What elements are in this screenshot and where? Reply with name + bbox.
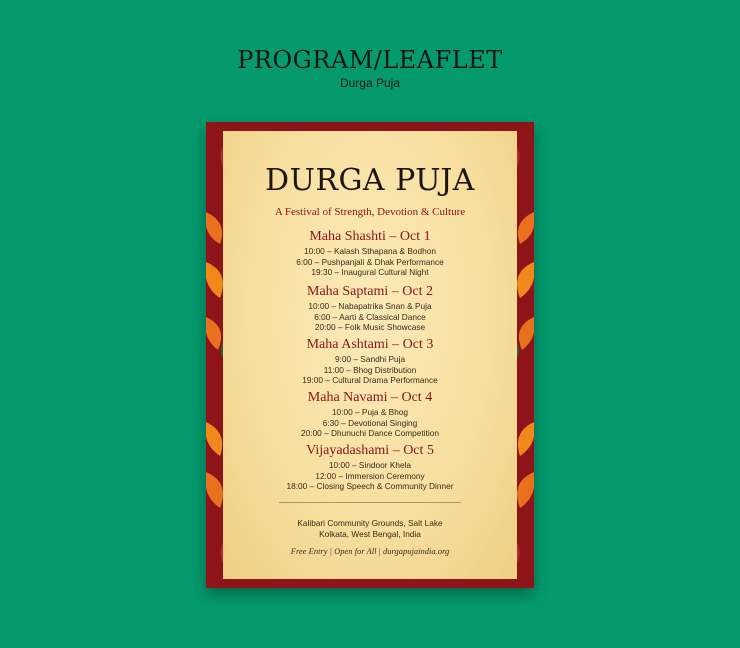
- event-line: 9:00 – Sandhi Puja: [334, 354, 406, 364]
- venue-address: [223, 518, 517, 540]
- left-leaf-border: [206, 212, 223, 508]
- event-line: 19:30 – Inaugural Cultural Night: [311, 267, 429, 278]
- day-title: Maha Shashti – Oct 1: [309, 229, 431, 244]
- day-title: Maha Ashtami – Oct 3: [306, 337, 434, 352]
- day-title: Maha Saptami – Oct 2: [307, 284, 433, 299]
- page-title: PROGRAM/LEAFLET: [237, 46, 503, 74]
- event-line: 6:00 – Pushpanjali & Dhak Performance: [296, 256, 444, 267]
- event-line: 10:00 – Kalash Sthapana & Bodhon: [304, 246, 436, 256]
- event-line: 20:00 – Folk Music Showcase: [314, 322, 426, 333]
- event-line: 18:00 – Closing Speech & Community Dinner: [286, 481, 454, 492]
- event-line: 19:00 – Cultural Drama Performance: [302, 375, 438, 386]
- leaflet-title: DURGA PUJA: [265, 163, 475, 198]
- right-leaf-border: [517, 212, 534, 508]
- venue-line: Kalibari Community Grounds, Salt Lake: [297, 518, 443, 528]
- event-line: 11:00 – Bhog Distribution: [323, 364, 417, 375]
- event-line: 10:00 – Puja & Bhog: [331, 407, 409, 417]
- day-block: [223, 283, 517, 333]
- event-line: 20:00 – Dhunuchi Dance Competition: [301, 428, 439, 439]
- event-line: 12:00 – Immersion Ceremony: [315, 470, 425, 481]
- day-title: Maha Navami – Oct 4: [307, 390, 433, 405]
- day-block: [223, 442, 517, 492]
- leaflet-card: [206, 122, 534, 588]
- day-block: [223, 389, 517, 439]
- divider: [279, 502, 461, 503]
- leaflet-tagline: A Festival of Strength, Devotion & Culture: [274, 206, 466, 218]
- day-block: [223, 228, 517, 278]
- day-title: Vijayadashami – Oct 5: [306, 443, 434, 458]
- leaflet-paper: [223, 131, 517, 579]
- event-line: 10:00 – Sindoor Khela: [328, 460, 412, 470]
- footer-info: Free Entry | Open for All | durgapujaindia.org: [290, 546, 450, 556]
- event-line: 6:30 – Devotional Singing: [322, 417, 418, 428]
- event-line: 10:00 – Nabapatrika Snan & Puja: [308, 301, 432, 311]
- venue-line: Kolkata, West Bengal, India: [319, 529, 421, 539]
- program-content: [223, 131, 517, 579]
- page-subtitle: Durga Puja: [339, 76, 401, 90]
- event-line: 6:00 – Aarti & Classical Dance: [314, 311, 426, 322]
- day-block: [223, 336, 517, 386]
